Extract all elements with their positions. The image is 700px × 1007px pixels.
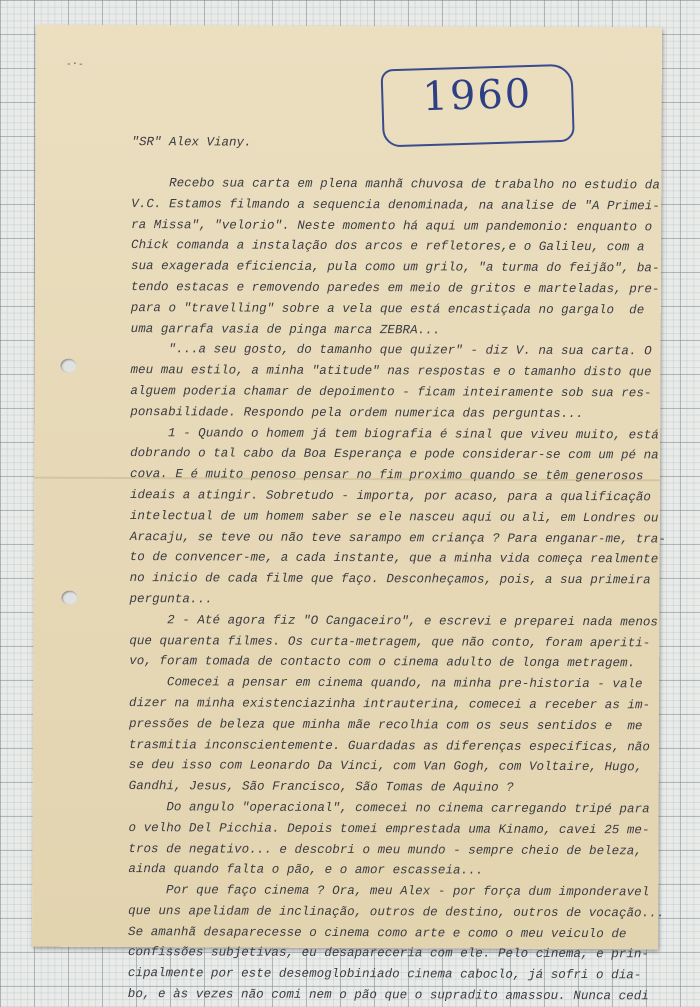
letter-line: Aracaju, se teve ou não teve sarampo em criança ? Para enganar-me, tra- [129,529,666,546]
letter-line: pressões de beleza que minha mãe recolhia com os seus sentidos e me [128,716,643,734]
letter-line: "...a seu gosto, do tamanho que quizer" - diz V. na sua carta. O [130,342,652,359]
letter-line: uma garrafa vasia de pinga marca ZEBRA... [130,321,441,337]
letter-line: vo, foram tomada de contacto com o cinema adulto de longa metragem. [129,654,636,671]
letter-line: to de convencer-me, a cada instante, que a minha vida começa realmente [129,550,659,567]
letter-line: Recebo sua carta em plena manhã chuvosa de trabalho no estudio da [131,176,660,193]
letter-line: dobrando o tal cabo da Boa Esperança e pode considerar-se com um pé na [130,446,659,463]
letter-line: no inicio de cada filme que faço. Desconheçamos, pois, a sua primeira [129,571,651,588]
letter-line: intelectual de um homem saber se ele nasceu aqui ou ali, em Londres ou [129,508,659,526]
corner-mark: -·- [65,58,84,70]
letter-line: Por que faço cinema ? Ora, meu Alex - por força dum imponderavel [128,883,650,900]
letter-line: 1 - Quando o homem já tem biografia é sinal que viveu muito, está [130,425,659,442]
letter-line: que quarenta filmes. Os curta-metragem, que não conto, foram aperiti- [129,633,651,650]
punch-hole-lower [61,591,77,605]
letter-line: trasmitia inconscientemente. Guardadas as diferenças especificas, não [128,737,650,754]
letter-line: Gandhi, Jesus, São Francisco, São Tomas de Aquino ? [128,779,514,795]
handwritten-year: 1960 [421,70,533,121]
letter-line: confissões subjetivas, eu desapareceria com ele. Pelo cinema, e prin- [127,945,650,962]
letter-line: ponsabilidade. Respondo pela ordem numerica das perguntas... [130,404,584,421]
letter-body [127,173,666,1007]
letter-line: dizer na minha existenciazinha intrauterina, comecei a receber as im- [129,695,651,713]
letter-line: Do angulo "operacional", comecei no cinema carregando tripé para [128,799,650,817]
letter-line: cova. E é muito penoso pensar no fim proximo quando se têm generosos [130,467,644,484]
letter-salutation: "SR" Alex Viany. [131,135,252,150]
punch-hole-upper [60,359,76,373]
letter-line: meu mau estilo, a minha "atitude" nas respostas e o tamanho disto que [130,363,652,380]
handwritten-year-annotation [381,64,575,148]
letter-line: Chick comanda a instalação dos arcos e refletores,e o Galileu, com a [131,238,645,255]
letter-line: ideais a atingir. Sobretudo - importa, por acaso, para a qualificação [129,488,652,505]
letter-line: cipalmente por este desemoglobiniado cinema caboclo, já sofri o dia- [127,966,642,983]
letter-line: sua exagerada eficiencia, pula como um grilo, "a turma do feijão", ba- [130,259,660,276]
letter-line: alguem poderia chamar de depoimento - ficam inteiramente sob sua res- [130,384,652,401]
letter-line: pergunta... [129,591,213,607]
letter-line: bo, e às vezes não comi nem o pão que o supradito amassou. Nunca cedi [127,987,649,1004]
letter-line: o velho Del Picchia. Depois tomei emprestada uma Kinamo, cavei 25 me- [128,820,650,838]
letter-line: tros de negativo... e descobri o meu mundo - sempre cheio de beleza, [128,841,642,858]
letter-line: ainda quando falta o pão, e o amor escasseia... [128,862,484,878]
letter-sheet [32,25,666,1004]
letter-line: tendo estacas e removendo paredes em meio de gritos e marteladas, pre- [130,280,660,297]
letter-line: ra Missa", "velorio". Neste momento há aqui um pandemonio: enquanto o [131,217,653,234]
letter-line: 2 - Até agora fiz "O Cangaceiro", e escrevi e preparei nada menos [129,612,659,630]
letter-line: Se amanhã desaparecesse o cinema como arte e como o meu veiculo de [128,924,627,941]
letter-line: V.C. Estamos filmando a sequencia denominada, na analise de "A Primei- [131,196,660,214]
letter-line: Comecei a pensar em cinema quando, na minha pre-historia - vale [129,675,643,692]
letter-line: que uns apelidam de inclinação, outros de destino, outros de vocação... [128,903,665,921]
letter-line: se deu isso com Leonardo Da Vinci, com Van Gogh, com Voltaire, Hugo, [128,758,643,775]
letter-line: para o "travelling" sobre a vela que está encastiçada no gargalo de [130,300,645,318]
